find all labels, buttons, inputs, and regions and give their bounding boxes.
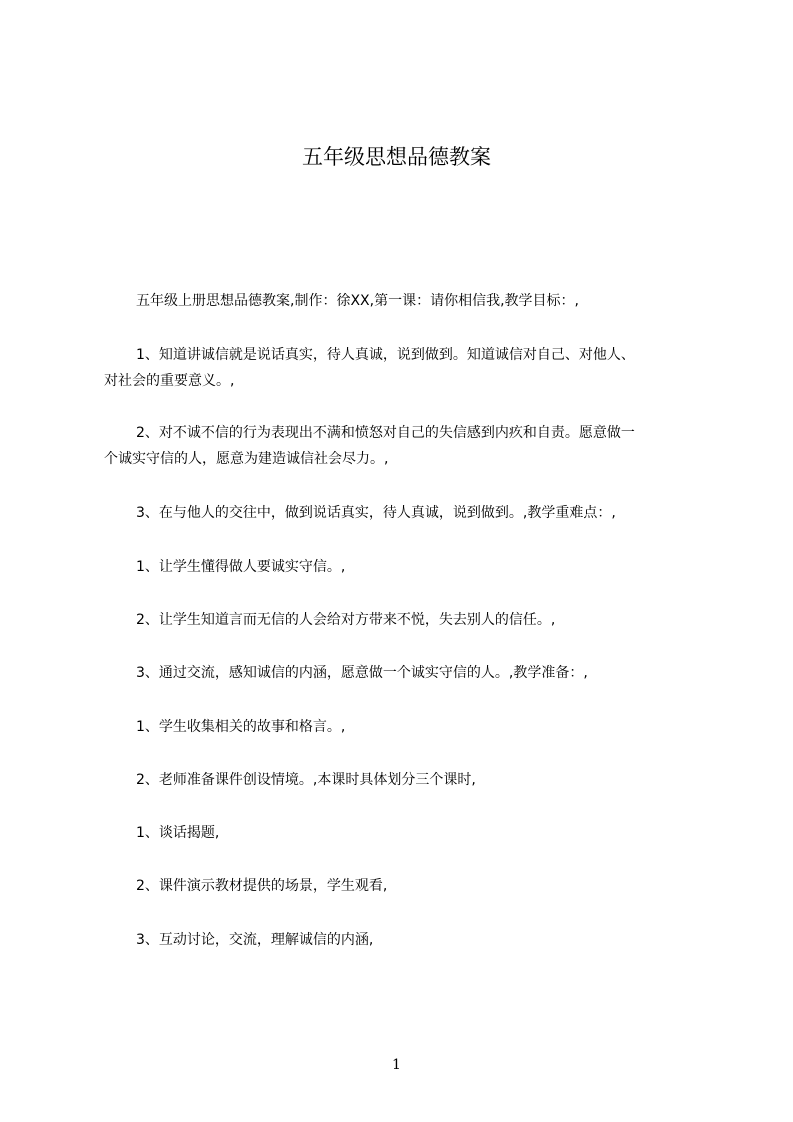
paragraph-text: 3、通过交流，感知诚信的内涵，愿意做一个诚实守信的人。,教学准备：, (136, 665, 588, 681)
paragraph-text: 1、让学生懂得做人要诚实守信。, (136, 559, 346, 575)
paragraph-7 (104, 660, 694, 686)
paragraph-11 (104, 873, 694, 899)
paragraph-text-continued: 对社会的重要意义。, (104, 373, 235, 389)
paragraph-2 (104, 342, 694, 394)
paragraph-9 (104, 767, 694, 793)
paragraph-10 (104, 820, 694, 846)
paragraph-6 (104, 607, 694, 633)
paragraph-text: 2、让学生知道言而无信的人会给对方带来不悦，失去别人的信任。, (136, 612, 556, 628)
paragraph-text-continued: 个诚实守信的人，愿意为建造诚信社会尽力。, (104, 451, 389, 467)
paragraph-8 (104, 714, 694, 740)
paragraph-text: 1、知道讲诚信就是说话真实，待人真诚，说到做到。知道诚信对自己、对他人、 (136, 347, 635, 363)
document-title: 五年级思想品德教案 (302, 145, 491, 169)
paragraph-4 (104, 500, 694, 526)
paragraph-text: 五年级上册思想品德教案,制作：徐XX,第一课：请你相信我,教学目标：, (136, 293, 579, 309)
paragraph-text: 2、对不诚不信的行为表现出不满和愤怒对自己的失信感到内疚和自责。愿意做一 (136, 425, 635, 441)
paragraph-text: 2、课件演示教材提供的场景，学生观看, (136, 878, 388, 894)
paragraph-12 (104, 927, 694, 953)
paragraph-3 (104, 420, 694, 472)
page-number: 1 (392, 1057, 401, 1073)
paragraph-1 (104, 288, 694, 314)
paragraph-text: 2、老师准备课件创设情境。,本课时具体划分三个课时, (136, 772, 476, 788)
paragraph-text: 3、在与他人的交往中，做到说话真实，待人真诚，说到做到。,教学重难点：, (136, 505, 616, 521)
paragraph-text: 3、互动讨论，交流，理解诚信的内涵, (136, 932, 374, 948)
paragraph-text: 1、学生收集相关的故事和格言。, (136, 719, 346, 735)
paragraph-text: 1、谈话揭题, (136, 825, 220, 841)
paragraph-5 (104, 554, 694, 580)
